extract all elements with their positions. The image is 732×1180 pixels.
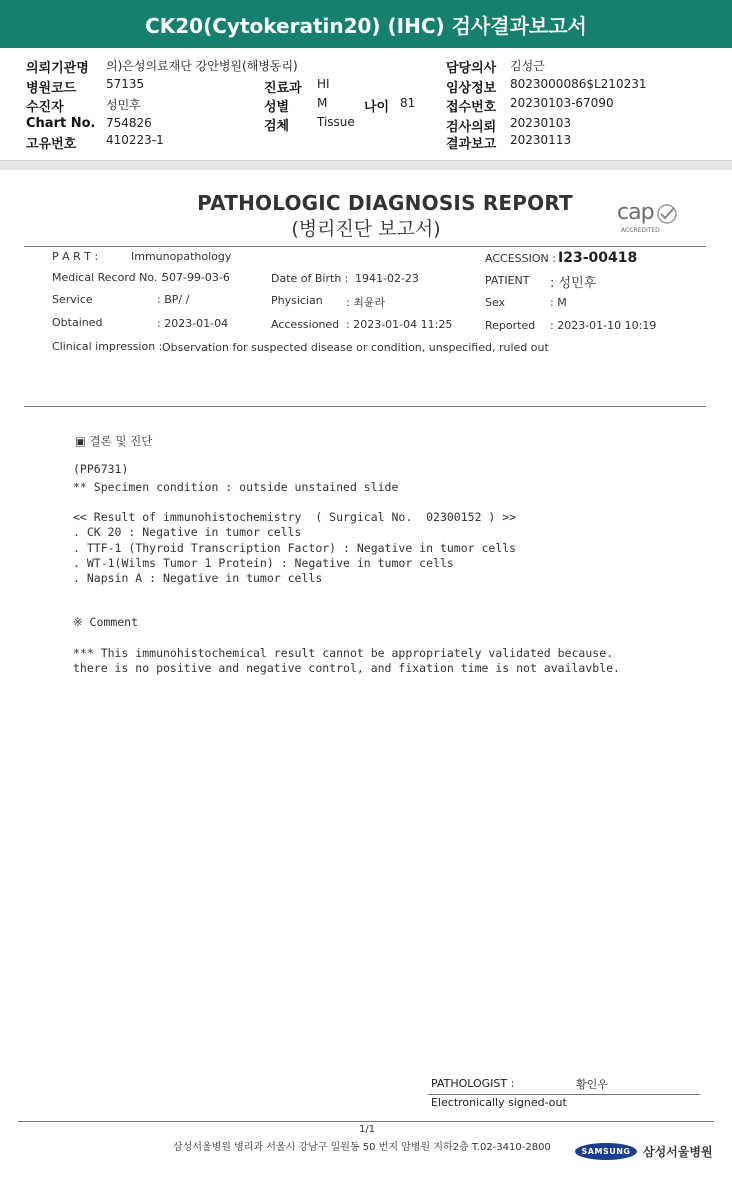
patient-label-r: PATIENT — [485, 274, 530, 287]
chart-label: Chart No. — [26, 116, 96, 131]
part-value: Immunopathology — [131, 250, 232, 263]
divider — [24, 246, 706, 247]
mrn-value: 507-99-03-6 — [162, 271, 230, 284]
cap-check-icon — [655, 202, 679, 226]
header-separator — [0, 160, 732, 170]
obtained-label: Obtained — [52, 316, 103, 329]
institution-value: 의)은성의료재단 강안병원(해병동리) — [106, 59, 298, 73]
cap-accredited-text: ACCREDITED — [621, 227, 660, 234]
patient-value: 성민후 — [106, 98, 141, 112]
report-subtitle: (병리진단 보고서) — [291, 218, 441, 240]
sex-label-r: Sex — [485, 296, 506, 309]
hospital-code-value: 57135 — [106, 77, 145, 91]
divider — [18, 1121, 714, 1122]
institution-label: 의뢰기관명 — [26, 61, 89, 76]
doctor-label: 담당의사 — [446, 61, 497, 76]
clinical-impression-label: Clinical impression : — [52, 340, 163, 353]
reported-value: : 2023-01-10 10:19 — [550, 319, 657, 332]
page-title: CK20(Cytokeratin20) (IHC) 검사결과보고서 — [0, 0, 732, 48]
comment-heading: ※ Comment — [73, 615, 139, 629]
obtained-value: : 2023-01-04 — [157, 317, 229, 330]
patient-label: 수진자 — [26, 100, 64, 115]
result-report-value: 20230113 — [510, 133, 572, 147]
pathologist-label: PATHOLOGIST : — [431, 1077, 515, 1090]
receipt-label: 접수번호 — [446, 100, 497, 115]
clinical-info-label: 임상정보 — [446, 81, 497, 96]
report-line: . WT-1(Wilms Tumor 1 Protein) : Negative in tumor cells — [73, 556, 454, 570]
sex-label: 성별 — [264, 100, 290, 115]
physician-label: Physician — [271, 294, 323, 307]
footer-address: 삼성서울병원 병리과 서울시 강남구 일원동 50 번지 암병원 지하2층 T.02-3410-2800 — [173, 1142, 551, 1153]
dob-value: 1941-02-23 — [355, 272, 419, 285]
mrn-label: Medical Record No. : — [52, 271, 165, 284]
service-label: Service — [52, 293, 93, 306]
sex-value: M — [317, 96, 328, 110]
signed-out-text: Electronically signed-out — [431, 1096, 567, 1109]
receipt-value: 20230103-67090 — [510, 96, 614, 110]
doctor-value: 김성근 — [510, 59, 545, 73]
physician-value: : 최윤라 — [346, 296, 386, 309]
dept-value: HI — [317, 77, 330, 91]
specimen-value: Tissue — [317, 115, 355, 129]
page-number: 1/1 — [359, 1124, 376, 1135]
service-value: : BP/ / — [157, 293, 190, 306]
samsung-logo: SAMSUNG — [575, 1143, 637, 1160]
request-label: 검사의뢰 — [446, 120, 497, 135]
pathologist-name: 황인우 — [576, 1078, 608, 1091]
conclusion-heading: ▣ 결론 및 진단 — [75, 434, 153, 448]
cap-logo-text: cap — [617, 200, 654, 225]
pathology-report — [0, 170, 732, 1180]
report-line: . TTF-1 (Thyroid Transcription Factor) : Negative in tumor cells — [73, 541, 517, 555]
divider — [24, 406, 706, 407]
report-line: . CK 20 : Negative in tumor cells — [73, 525, 302, 539]
patient-value-r: : 성민후 — [550, 276, 597, 291]
result-report-label: 결과보고 — [446, 137, 497, 152]
clinical-info-value: 8023000086$L210231 — [510, 77, 647, 91]
accessioned-label: Accessioned — [271, 318, 340, 331]
comment-line: there is no positive and negative control, and fixation time is not availavble. — [73, 661, 620, 675]
report-line: ** Specimen condition : outside unstained slide — [73, 480, 399, 494]
dob-label: Date of Birth : — [271, 272, 349, 285]
age-label: 나이 — [364, 100, 390, 115]
sex-value-r: : M — [550, 296, 567, 309]
age-value: 81 — [400, 96, 416, 110]
unique-label: 고유번호 — [26, 137, 77, 152]
report-line: . Napsin A : Negative in tumor cells — [73, 571, 323, 585]
specimen-label: 검체 — [264, 119, 290, 134]
cap-accredited-logo — [617, 200, 687, 234]
accession-value: I23-00418 — [558, 250, 638, 266]
report-title: PATHOLOGIC DIAGNOSIS REPORT — [197, 191, 573, 215]
request-value: 20230103 — [510, 116, 572, 130]
chart-value: 754826 — [106, 116, 152, 130]
dept-label: 진료과 — [264, 81, 302, 96]
report-line: (PP6731) — [73, 462, 129, 476]
reported-label: Reported — [485, 319, 536, 332]
report-line: << Result of immunohistochemistry ( Surgical No. 02300152 ) >> — [73, 510, 517, 524]
hospital-code-label: 병원코드 — [26, 81, 77, 96]
accessioned-value: : 2023-01-04 11:25 — [346, 318, 453, 331]
hospital-name-logo: 삼성서울병원 — [643, 1145, 713, 1159]
comment-line: *** This immunohistochemical result cannot be appropriately validated because. — [73, 646, 614, 660]
divider — [428, 1094, 700, 1095]
unique-value: 410223-1 — [106, 133, 164, 147]
clinical-impression-value: Observation for suspected disease or condition, unspecified, ruled out — [162, 341, 549, 354]
part-label: P A R T : — [52, 250, 99, 263]
accession-label: ACCESSION : — [485, 252, 556, 265]
